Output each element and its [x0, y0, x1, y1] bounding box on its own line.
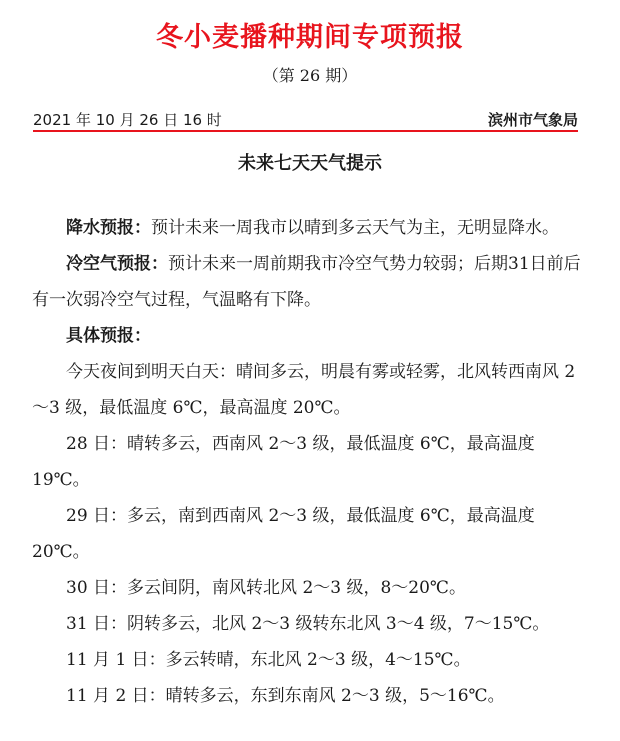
cold-label: 冷空气预报：: [66, 254, 168, 274]
detail-label: 具体预报：: [66, 326, 151, 346]
section-subtitle: 未来七天天气提示: [238, 153, 382, 174]
issue-date: 2021 年 10 月 26 日 16 时: [33, 111, 222, 129]
forecast-body: [32, 210, 588, 714]
precip-paragraph: [32, 210, 588, 246]
precip-text: 预计未来一周我市以晴到多云天气为主，无明显降水。: [151, 218, 559, 238]
detail-heading: [32, 318, 588, 354]
header-divider: [33, 130, 578, 132]
bulletin-title: 冬小麦播种期间专项预报: [156, 22, 464, 53]
forecast-item: 11 月 1 日：多云转晴，东北风 2～3 级，4～15℃。: [66, 650, 471, 670]
forecast-item: 29 日：多云，南到西南风 2～3 级，最低温度 6℃，最高温度 20℃。: [32, 506, 535, 562]
forecast-item: 28 日：晴转多云，西南风 2～3 级，最低温度 6℃，最高温度 19℃。: [32, 434, 535, 490]
issuing-agency: 滨州市气象局: [487, 111, 578, 129]
forecast-item: 11 月 2 日：晴转多云，东到东南风 2～3 级，5～16℃。: [66, 686, 505, 706]
precip-label: 降水预报：: [66, 218, 151, 238]
cold-text: 预计未来一周前期我市冷空气势力较弱；后期31日前后有一次弱冷空气过程，气温略有下降。: [32, 254, 581, 310]
forecast-item: 31 日：阴转多云，北风 2～3 级转东北风 3～4 级，7～15℃。: [66, 614, 550, 634]
forecast-item: 30 日：多云间阴，南风转北风 2～3 级，8～20℃。: [66, 578, 466, 598]
issue-number: （第 26 期）: [262, 66, 358, 85]
cold-paragraph: [32, 246, 588, 318]
forecast-item: 今天夜间到明天白天：晴间多云，明晨有雾或轻雾，北风转西南风 2～3 级，最低温度 6℃，最高温度 20℃。: [32, 362, 576, 418]
